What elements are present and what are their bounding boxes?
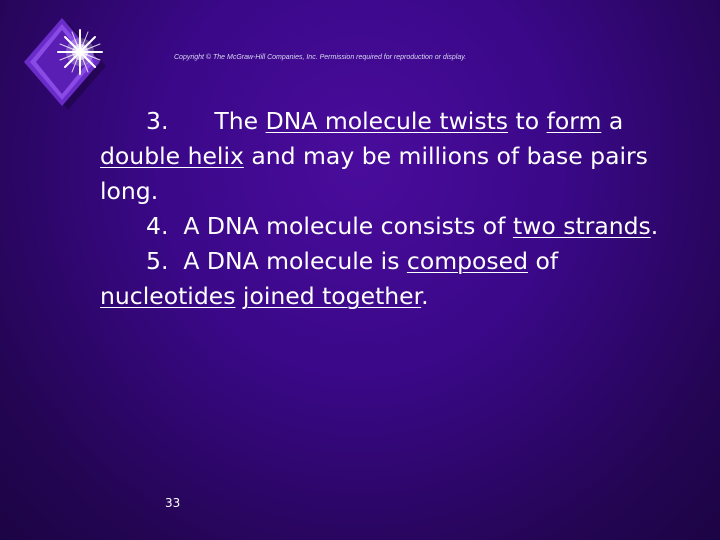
- page-number: 33: [165, 496, 181, 510]
- point-4-seg-2: .: [650, 212, 659, 240]
- point-number: 4.: [146, 212, 169, 240]
- point-3-seg-5: double helix: [100, 142, 244, 170]
- point-4-seg-0: A DNA molecule consists of: [183, 212, 513, 240]
- point-3: [100, 104, 690, 209]
- point-5-seg-1: composed: [406, 247, 529, 275]
- point-5-seg-6: .: [421, 282, 429, 310]
- point-number: 3.: [146, 107, 169, 135]
- point-5-seg-0: A DNA molecule is: [183, 247, 407, 275]
- point-5-seg-3: nucleotides: [100, 282, 236, 310]
- point-3-seg-1: DNA molecule twists: [265, 107, 509, 135]
- point-3-seg-3: form: [546, 107, 602, 135]
- point-3-seg-6: and may be millions of base pairs long.: [100, 142, 648, 205]
- point-4: [100, 209, 690, 244]
- point-number: 5.: [146, 247, 169, 275]
- point-3-seg-0: The: [214, 107, 266, 135]
- point-5-seg-5: joined together: [242, 282, 422, 310]
- copyright-notice: Copyright © The McGraw-Hill Companies, Inc. Permission required for reproduction or display.: [174, 54, 467, 61]
- slide-body: [100, 104, 690, 314]
- point-4-seg-1: two strands: [512, 212, 651, 240]
- point-5-seg-4: [235, 282, 242, 310]
- starburst-diamond-icon: [18, 14, 110, 132]
- point-3-seg-2: to: [508, 107, 547, 135]
- point-5: [100, 244, 690, 314]
- point-3-seg-4: a: [601, 107, 624, 135]
- point-5-seg-2: of: [528, 247, 559, 275]
